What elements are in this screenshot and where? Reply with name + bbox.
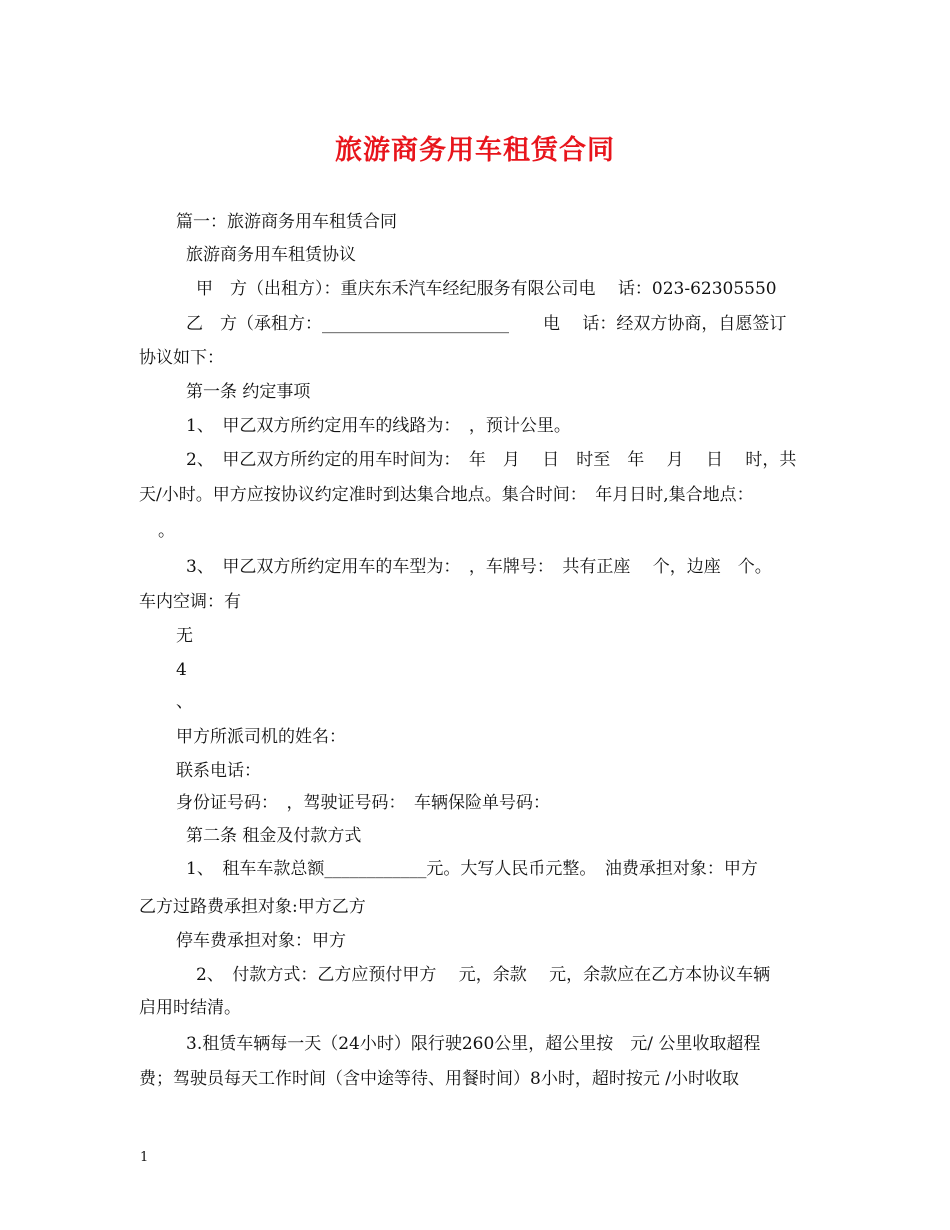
text-line: 乙方过路费承担对象:甲方乙方 xyxy=(139,897,366,917)
text-line: 车内空调：有 xyxy=(139,592,241,612)
text-line: 停车费承担对象：甲方 xyxy=(176,931,346,951)
text-line: 旅游商务用车租赁协议 xyxy=(186,245,356,265)
text-line: 。 xyxy=(158,521,175,541)
text-line: 2、 付款方式：乙方应预付甲方 元，余款 元，余款应在乙方本协议车辆 xyxy=(196,965,771,985)
text-line: 天/小时。甲方应按协议约定准时到达集合地点。集合时间： 年月日时,集合地点： xyxy=(139,485,754,505)
text-line: 2、 甲乙双方所约定的用车时间为： 年 月 日 时至 年 月 日 时，共 xyxy=(186,450,797,470)
text-line: 3.租赁车辆每一天（24小时）限行驶260公里，超公里按 元/ 公里收取超程 xyxy=(186,1034,761,1054)
section-heading: 第一条 约定事项 xyxy=(186,382,311,402)
text-line: 费；驾驶员每天工作时间（含中途等待、用餐时间）8小时，超时按元 /小时收取 xyxy=(139,1069,739,1089)
page-number: 1 xyxy=(140,1150,149,1165)
text-line: 无 xyxy=(176,626,193,646)
text-line: 启用时结清。 xyxy=(139,998,241,1018)
text-line: 联系电话： xyxy=(176,761,261,781)
document-title: 旅游商务用车租赁合同 xyxy=(335,135,615,166)
text-line: 身份证号码： ，驾驶证号码： 车辆保险单号码： xyxy=(176,793,550,813)
text-line: 1、 甲乙双方所约定用车的线路为： ，预计公里。 xyxy=(186,416,571,436)
text-line: 1、 租车车款总额____________元。大写人民币元整。 油费承担对象：甲方 xyxy=(186,859,758,879)
text-line: 协议如下： xyxy=(139,348,224,368)
text-line: 4 xyxy=(176,660,187,680)
text-line: 3、 甲乙双方所约定用车的车型为： ，车牌号： 共有正座 个，边座 个。 xyxy=(186,557,772,577)
text-line: 甲 方（出租方）：重庆东禾汽车经纪服务有限公司电 话：023-62305550 xyxy=(196,279,777,299)
text-line: 甲方所派司机的姓名： xyxy=(176,727,346,747)
text-line: 、 xyxy=(176,692,193,712)
text-line: 乙 方（承租方：______________________ 电 话：经双方协商，自愿签订 xyxy=(186,314,787,334)
text-line: 篇一：旅游商务用车租赁合同 xyxy=(176,212,397,232)
section-heading: 第二条 租金及付款方式 xyxy=(186,826,362,846)
